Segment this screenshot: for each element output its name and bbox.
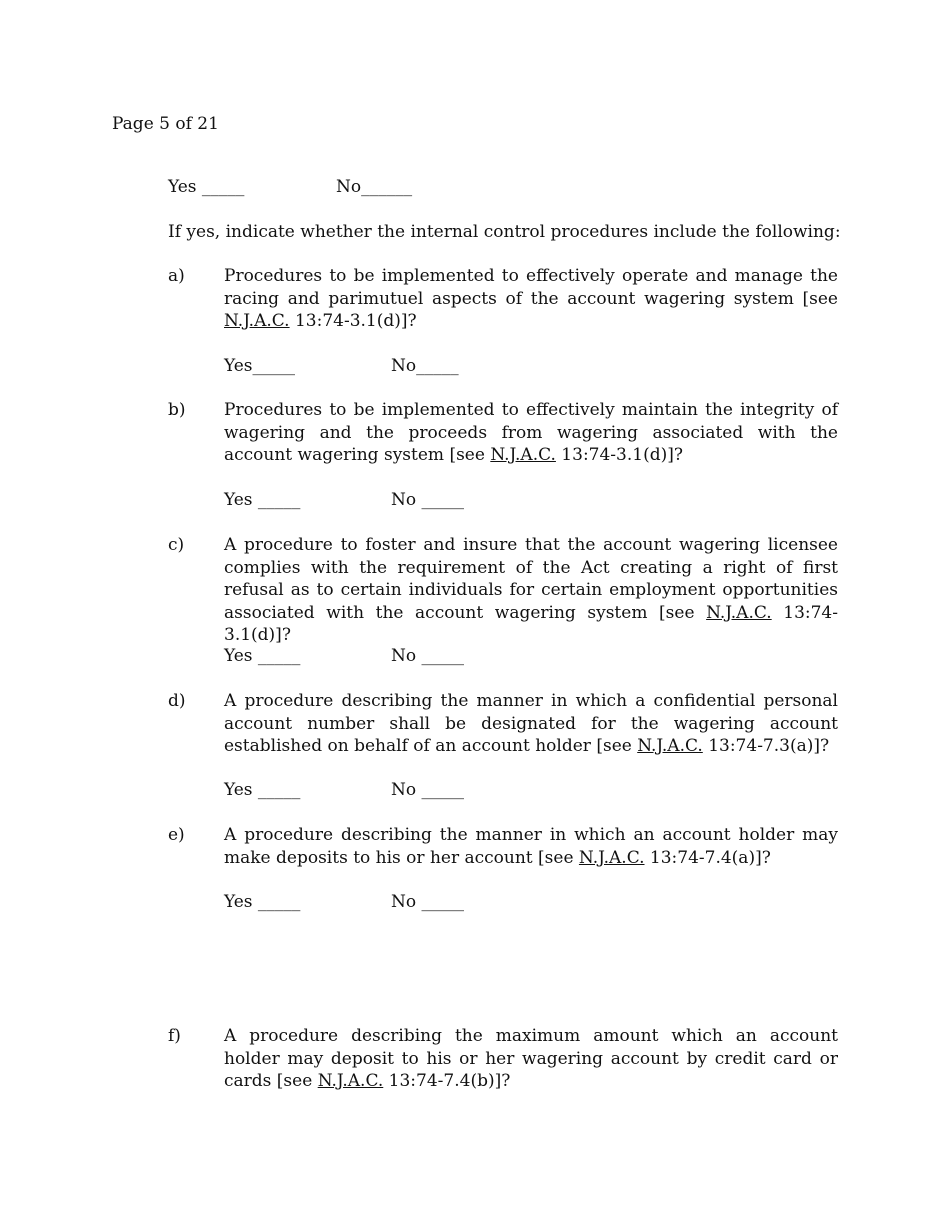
item-f-text-end: 13:74-7.4(b)]?: [383, 1071, 511, 1091]
item-b-text-main: Procedures to be implemented to effectively maintain the integrity of wagering and the proceeds from wagering associated with the account wagering system [see: [224, 400, 838, 465]
item-c-no-blank: No _____: [391, 646, 465, 666]
item-d-label: d): [168, 691, 186, 711]
item-c-yes-blank: Yes _____: [224, 646, 301, 666]
item-a-text-main: Procedures to be implemented to effectively operate and manage the racing and parimutuel aspects of the account wagering system [see: [224, 266, 838, 309]
item-f-text-main: A procedure describing the maximum amount which an account holder may deposit to his or her wagering account by credit card or cards [see: [224, 1026, 838, 1091]
item-b-yes-blank: Yes _____: [224, 490, 301, 510]
item-a-text-end: 13:74-3.1(d)]?: [289, 311, 417, 331]
item-a-label: a): [168, 266, 185, 286]
item-b-label: b): [168, 400, 186, 420]
item-e-text: [224, 824, 838, 869]
item-a-ref: N.J.A.C.: [224, 311, 290, 331]
item-f-label: f): [168, 1026, 181, 1046]
item-d-text-end: 13:74-7.3(a)]?: [702, 736, 830, 756]
item-d-text-main: A procedure describing the manner in which a confidential personal account number shall be designated for the wagering account established on behalf of an account holder [see: [224, 691, 838, 756]
item-b-text: [224, 399, 838, 467]
item-e-yes-blank: Yes _____: [224, 892, 301, 912]
top-yes-blank: Yes _____: [168, 177, 245, 197]
item-b-ref: N.J.A.C.: [490, 445, 556, 465]
item-e-no-blank: No _____: [391, 892, 465, 912]
page-number: Page 5 of 21: [112, 114, 219, 134]
intro-paragraph: If yes, indicate whether the internal control procedures include the following:: [168, 222, 841, 242]
item-d-text: [224, 690, 838, 758]
item-e-label: e): [168, 825, 185, 845]
item-a-text: [224, 265, 838, 333]
item-c-label: c): [168, 535, 185, 555]
item-f-text: [224, 1025, 838, 1093]
item-b-text-end: 13:74-3.1(d)]?: [555, 445, 683, 465]
item-a-yes-blank: Yes_____: [224, 356, 296, 376]
item-c-text-main: A procedure to foster and insure that the account wagering licensee complies with the requirement of the Act creating a right of first refusal as to certain individuals for certain employment opportunities associated with the account wagering system [see: [224, 535, 838, 623]
item-c-text: [224, 534, 838, 647]
item-c-text-end: 13:74-3.1(d)]?: [224, 602, 838, 645]
item-b-no-blank: No _____: [391, 490, 465, 510]
item-c-ref: N.J.A.C.: [706, 602, 772, 623]
item-a-no-blank: No_____: [391, 356, 459, 376]
item-f-ref: N.J.A.C.: [317, 1071, 384, 1091]
item-d-no-blank: No _____: [391, 780, 465, 800]
item-e-text-end: 13:74-7.4(a)]?: [644, 847, 771, 868]
item-d-ref: N.J.A.C.: [637, 736, 703, 756]
item-d-yes-blank: Yes _____: [224, 780, 301, 800]
item-e-text-main: A procedure describing the manner in which an account holder may make deposits to his or her account [see: [224, 825, 838, 868]
item-e-ref: N.J.A.C.: [578, 847, 645, 868]
top-no-blank: No______: [336, 177, 413, 197]
